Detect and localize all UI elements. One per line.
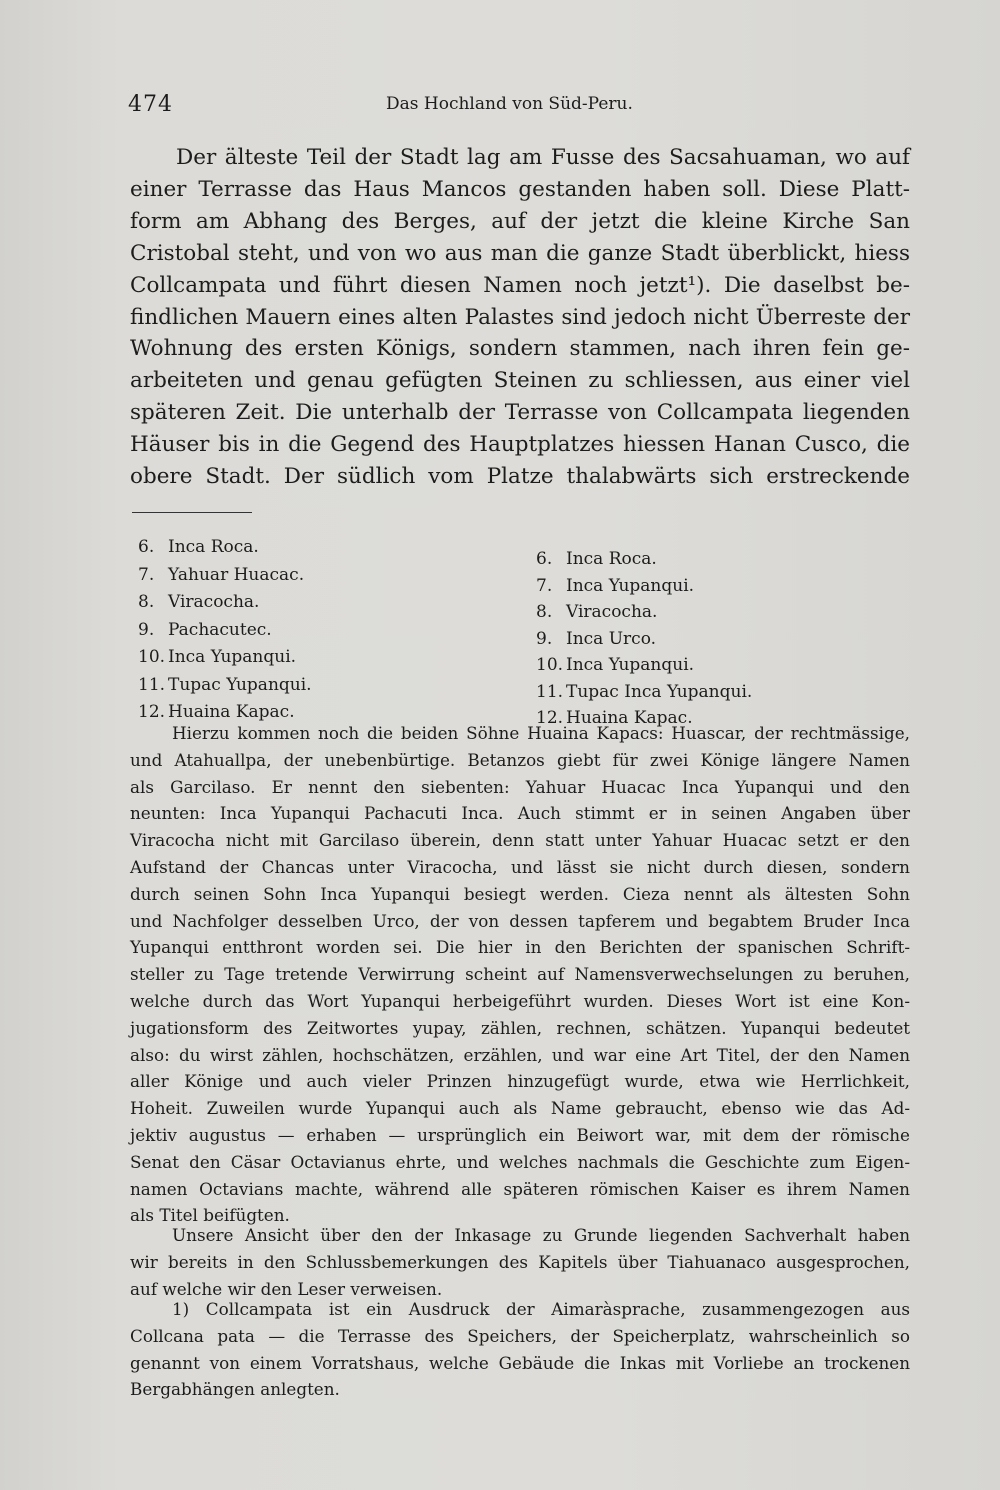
text-line: und Atahuallpa, der unebenbürtige. Betanzos giebt für zwei Könige längere Namen: [130, 749, 910, 770]
opinion-paragraph: [130, 1222, 910, 1302]
text-line: einer Terrasse das Haus Mancos gestanden haben soll. Diese Platt-: [130, 176, 910, 202]
text-line: neunten: Inca Yupanqui Pachacuti Inca. Auch stimmt er in seinen Angaben über: [130, 803, 910, 824]
text-line: aller Könige und auch vieler Prinzen hinzugefügt wurde, etwa wie Herrlichkeit,: [130, 1071, 910, 1092]
footnote-line: genannt von einem Vorratshaus, welche Gebäude die Inkas mit Vorliebe an trockenen: [130, 1352, 910, 1373]
text-line: Unsere Ansicht über den der Inkasage zu Grunde liegenden Sachverhalt haben: [172, 1225, 910, 1245]
king-list-right: [536, 546, 752, 732]
footnote-line: Collcana pata — die Terrasse des Speichers, der Speicherplatz, wahrscheinlich so: [130, 1325, 910, 1346]
text-line: Der älteste Teil der Stadt lag am Fusse des Sacsahuaman, wo auf: [176, 145, 910, 170]
note-paragraph: [130, 720, 910, 1229]
text-line: namen Octavians machte, während alle späteren römischen Kaiser es ihrem Namen: [130, 1178, 910, 1199]
page-header: [128, 92, 908, 122]
text-line: Hierzu kommen noch die beiden Söhne Huaina Kapacs: Huascar, der rechtmässige,: [172, 723, 910, 743]
text-line: späteren Zeit. Die unterhalb der Terrasse von Collcampata liegenden: [130, 400, 910, 426]
text-line: und Nachfolger desselben Urco, der von dessen tapferem und begabtem Bruder Inca: [130, 910, 910, 931]
list-item: 8. Viracocha.: [536, 602, 658, 622]
list-item: 8. Viracocha.: [138, 592, 260, 612]
text-line: jugationsform des Zeitwortes yupay, zählen, rechnen, schätzen. Yupanqui bedeutet: [130, 1017, 910, 1038]
text-line: obere Stadt. Der südlich vom Platze thalabwärts sich erstreckende: [130, 464, 910, 490]
list-item: 10. Inca Yupanqui.: [138, 647, 297, 667]
footnote-line: Bergabhängen anlegten.: [130, 1379, 340, 1400]
list-item: 7. Inca Yupanqui.: [536, 575, 695, 596]
text-line: Yupanqui entthront worden sei. Die hier in den Berichten der spanischen Schrift-: [130, 937, 910, 958]
main-text: [130, 142, 910, 493]
list-item: 10. Inca Yupanqui.: [536, 655, 695, 675]
text-line: Senat den Cäsar Octavianus ehrte, und welches nachmals die Geschichte zum Eigen-: [130, 1151, 910, 1172]
footnote: [130, 1296, 910, 1403]
list-item: 9. Inca Urco.: [536, 628, 657, 649]
text-line: also: du wirst zählen, hochschätzen, erzählen, und war eine Art Titel, der den Namen: [130, 1044, 910, 1065]
list-item: 6. Inca Roca.: [536, 549, 657, 569]
text-line: findlichen Mauern eines alten Palastes sind jedoch nicht Überreste der: [130, 304, 910, 330]
text-line: Viracocha nicht mit Garcilaso überein, denn statt unter Yahuar Huacac setzt er den: [130, 830, 910, 851]
text-line: Hoheit. Zuweilen wurde Yupanqui auch als Name gebraucht, ebenso wie das Ad-: [130, 1098, 910, 1119]
text-line: form am Abhang des Berges, auf der jetzt die kleine Kirche San: [130, 208, 910, 234]
running-title: Das Hochland von Süd-Peru.: [386, 94, 633, 114]
list-item: 12. Huaina Kapac.: [138, 702, 295, 722]
text-line: Cristobal steht, und von wo aus man die ganze Stadt überblickt, hiess: [130, 240, 910, 266]
text-line: welche durch das Wort Yupanqui herbeigeführt wurden. Dieses Wort ist eine Kon-: [130, 990, 910, 1011]
text-line: arbeiteten und genau gefügten Steinen zu schliessen, aus einer viel: [130, 368, 910, 394]
list-item: 12. Huaina Kapac.: [536, 708, 693, 728]
text-line: auf welche wir den Leser verweisen.: [130, 1278, 443, 1299]
list-item: 11. Tupac Yupanqui.: [138, 674, 312, 695]
footnote-divider: [132, 512, 252, 513]
text-line: jektiv augustus — erhaben — ursprünglich ein Beiwort war, mit dem der römische: [130, 1124, 910, 1145]
text-line: Aufstand der Chancas unter Viracocha, und lässt sie nicht durch diesen, sondern: [130, 856, 910, 877]
king-list-left: [138, 534, 312, 727]
page-number: 474: [128, 92, 173, 117]
text-line: durch seinen Sohn Inca Yupanqui besiegt werden. Cieza nennt als ältesten Sohn: [130, 883, 910, 904]
list-item: 9. Pachacutec.: [138, 619, 272, 640]
text-line: als Garcilaso. Er nennt den siebenten: Yahuar Huacac Inca Yupanqui und den: [130, 776, 910, 797]
list-item: 7. Yahuar Huacac.: [138, 564, 305, 585]
list-item: 11. Tupac Inca Yupanqui.: [536, 681, 753, 702]
text-line: Häuser bis in die Gegend des Hauptplatzes hiessen Hanan Cusco, die: [130, 432, 910, 458]
text-line: als Titel beifügten.: [130, 1205, 290, 1226]
text-line: Collcampata und führt diesen Namen noch jetzt¹). Die daselbst be-: [130, 272, 910, 298]
footnote-line: 1) Collcampata ist ein Ausdruck der Aimaràsprache, zusammengezogen aus: [172, 1299, 910, 1319]
text-line: wir bereits in den Schlussbemerkungen des Kapitels über Tiahuanaco ausgesprochen,: [130, 1251, 910, 1272]
list-item: 6. Inca Roca.: [138, 537, 259, 557]
text-line: steller zu Tage tretende Verwirrung scheint auf Namensverwechselungen zu beruhen,: [130, 964, 910, 985]
text-line: Wohnung des ersten Königs, sondern stammen, nach ihren fein ge-: [130, 336, 910, 362]
